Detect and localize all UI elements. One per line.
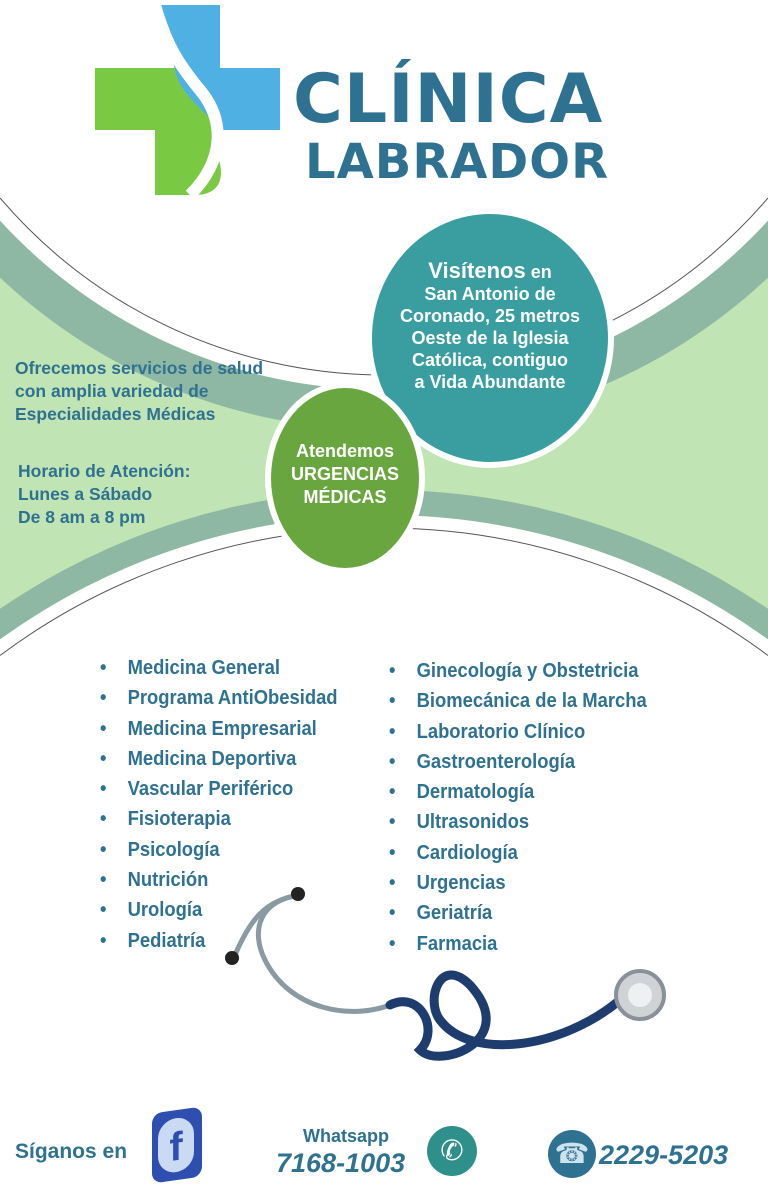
services-list-right — [389, 656, 669, 959]
bullet-icon: • — [389, 690, 396, 713]
service-item — [389, 807, 647, 837]
service-label: Ginecología y Obstetricia — [416, 660, 639, 682]
hours-line: Horario de Atención: — [18, 461, 191, 481]
service-label: Fisioterapia — [127, 808, 231, 831]
bullet-icon: • — [389, 750, 396, 773]
bullet-icon: • — [389, 841, 396, 864]
service-item — [100, 714, 338, 744]
bullet-icon: • — [100, 657, 107, 679]
whatsapp-label: Whatsapp — [303, 1126, 390, 1146]
bullet-icon: • — [100, 808, 107, 831]
emergency-line: MÉDICAS — [303, 487, 387, 507]
service-label: Gastroenterología — [416, 750, 576, 773]
address-line: Coronado, 25 metros — [399, 306, 581, 326]
intro-line: Ofrecemos servicios de salud — [15, 358, 264, 378]
phone-number[interactable]: 2229-5203 — [599, 1140, 729, 1170]
service-item — [100, 865, 338, 895]
service-label: Programa AntiObesidad — [127, 687, 338, 710]
visit-heading-suffix: en — [530, 262, 552, 282]
service-label: Geriatría — [416, 902, 493, 925]
service-item — [100, 926, 338, 956]
bullet-icon: • — [100, 717, 107, 740]
whatsapp-number[interactable]: 7168-1003 — [276, 1148, 406, 1178]
hours-line: Lunes a Sábado — [18, 484, 153, 504]
service-item — [100, 895, 338, 925]
service-item — [389, 777, 647, 807]
bullet-icon: • — [389, 872, 396, 895]
service-label: Medicina General — [127, 657, 280, 679]
service-item — [389, 656, 647, 686]
service-item — [389, 686, 647, 716]
service-item — [389, 717, 647, 747]
service-label: Cardiología — [416, 841, 518, 864]
brand-line1: CLÍNICA — [293, 60, 604, 139]
service-label: Psicología — [127, 838, 220, 861]
telephone-icon: ☎ — [548, 1130, 596, 1178]
emergency-line: Atendemos — [295, 441, 394, 461]
bullet-icon: • — [389, 811, 396, 834]
address-block — [380, 260, 600, 393]
bullet-icon: • — [100, 899, 107, 922]
service-item — [100, 835, 338, 865]
bullet-icon: • — [100, 687, 107, 710]
intro-line: con amplia variedad de — [15, 381, 209, 401]
emergency-line: URGENCIAS — [290, 464, 399, 484]
hours-line: De 8 am a 8 pm — [18, 507, 146, 527]
service-label: Biomecánica de la Marcha — [416, 690, 647, 713]
bullet-icon: • — [389, 660, 396, 682]
service-item — [389, 929, 647, 959]
hours-text — [18, 460, 190, 529]
address-line: a Vida Abundante — [414, 372, 566, 392]
brand-line2: LABRADOR — [305, 134, 610, 190]
facebook-f-glyph: f — [158, 1116, 194, 1175]
service-label: Medicina Empresarial — [127, 717, 317, 740]
facebook-icon[interactable] — [152, 1106, 202, 1183]
service-item — [100, 774, 338, 804]
service-item — [100, 744, 338, 774]
services-list-left — [100, 653, 358, 956]
follow-label: Síganos en — [15, 1140, 128, 1163]
bullet-icon: • — [100, 869, 107, 892]
emergency-block — [275, 440, 415, 509]
intro-text — [15, 357, 263, 426]
service-label: Pediatría — [127, 929, 206, 952]
service-item — [389, 868, 647, 898]
whatsapp-icon[interactable]: ✆ — [427, 1126, 477, 1176]
service-label: Ultrasonidos — [416, 811, 530, 834]
service-item — [100, 683, 338, 713]
bullet-icon: • — [100, 778, 107, 801]
bullet-icon: • — [389, 932, 396, 955]
service-label: Laboratorio Clínico — [416, 720, 586, 743]
service-label: Medicina Deportiva — [127, 747, 297, 770]
service-item — [100, 804, 338, 834]
bullet-icon: • — [100, 747, 107, 770]
bullet-icon: • — [100, 838, 107, 861]
bullet-icon: • — [100, 929, 107, 952]
service-label: Urología — [127, 899, 203, 922]
bullet-icon: • — [389, 720, 396, 743]
service-label: Vascular Periférico — [127, 778, 294, 801]
service-label: Urgencias — [416, 872, 506, 895]
service-item — [389, 898, 647, 928]
service-label: Nutrición — [127, 869, 209, 892]
address-line: Católica, contiguo — [411, 350, 568, 370]
address-line: Oeste de la Iglesia — [411, 328, 569, 348]
bullet-icon: • — [389, 902, 396, 925]
service-item — [389, 838, 647, 868]
bullet-icon: • — [389, 781, 396, 804]
visit-heading: Visítenos — [428, 258, 526, 283]
address-line: San Antonio de — [424, 284, 556, 304]
service-item — [100, 653, 338, 683]
service-item — [389, 747, 647, 777]
service-label: Dermatología — [416, 781, 535, 804]
service-label: Farmacia — [416, 932, 498, 955]
intro-line: Especialidades Médicas — [15, 404, 216, 424]
